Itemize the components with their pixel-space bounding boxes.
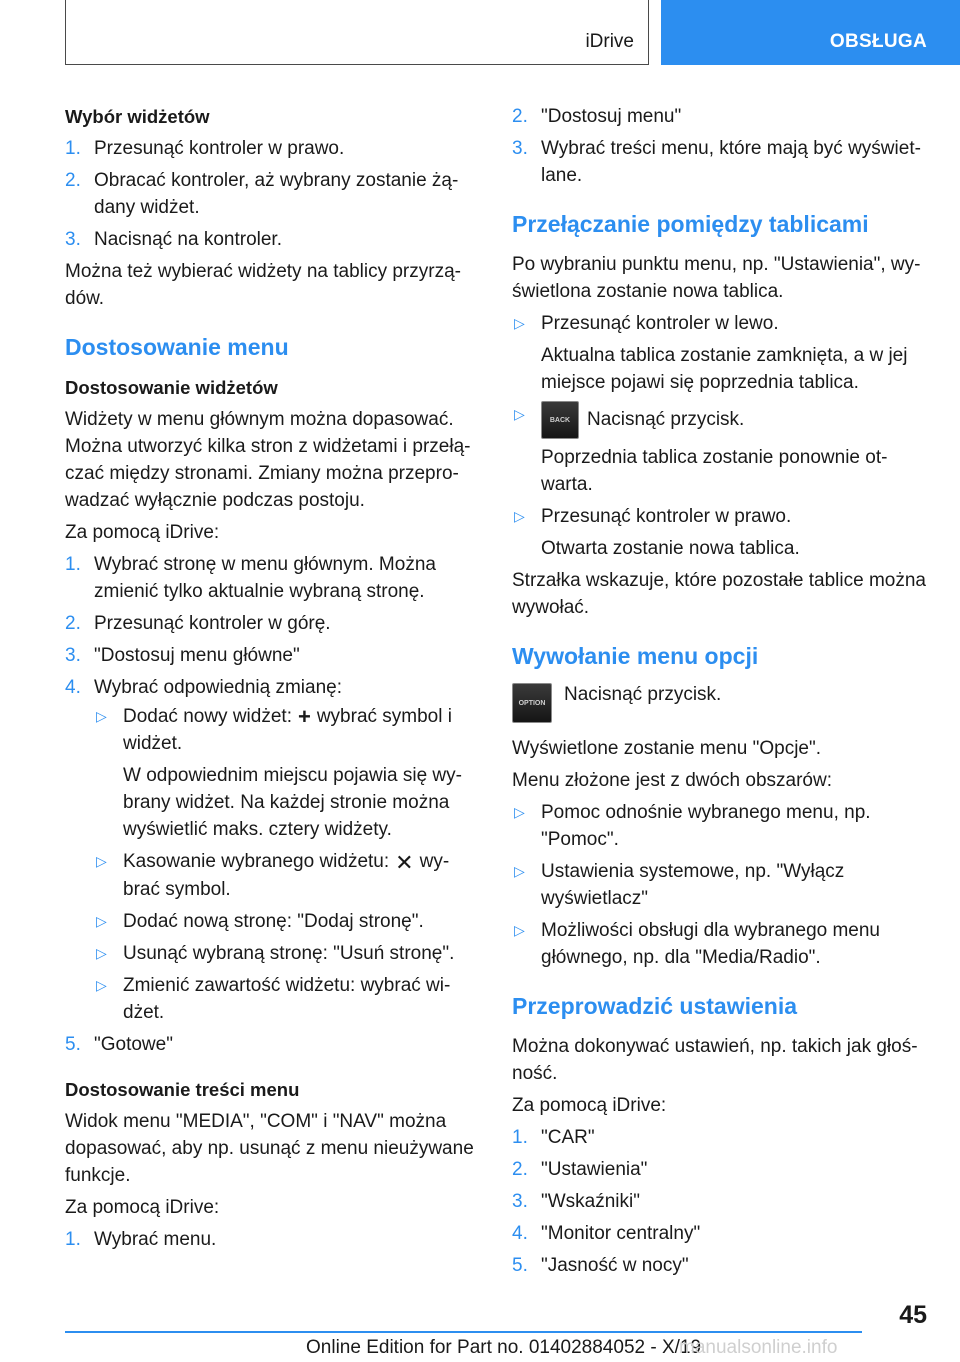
widgets-steps — [65, 551, 475, 1058]
header-section-title: iDrive — [585, 31, 634, 52]
list-item: 1. Przesunąć kontroler w prawo. — [65, 138, 345, 159]
list-item: ▷ Przesunąć kontroler w lewo. Aktualna tablica zostanie zamknięta, a w jej miejsce pojawi się poprzednia tablica. — [512, 310, 927, 396]
header-chapter-tab: OBSŁUGA — [661, 0, 960, 65]
list-item: ▷ Usunąć wybraną stronę: "Usuń stronę". — [94, 940, 475, 967]
left-column — [65, 103, 475, 1258]
list-item: ▷ BACK Nacisnąć przycisk. Poprzednia tablica zostanie ponownie ot-warta. — [512, 401, 927, 498]
opcje-bullets — [512, 799, 927, 971]
bullet-triangle-icon: ▷ — [514, 804, 525, 820]
paragraph: Za pomocą iDrive: — [65, 1196, 220, 1218]
paragraph: Menu złożone jest z dwóch obszarów: — [512, 770, 832, 791]
list-item: 2. "Ustawienia" — [512, 1159, 648, 1180]
list-item: 5. "Jasność w nocy" — [512, 1255, 689, 1276]
paragraph: Za pomocą iDrive: — [512, 1095, 667, 1116]
paragraph: Za pomocą iDrive: — [65, 522, 220, 543]
subheading-tresci: Dostosowanie treści menu — [65, 1078, 300, 1100]
back-button-icon: BACK — [541, 401, 579, 439]
bullet-triangle-icon: ▷ — [96, 976, 107, 993]
subheading-wybor: Wybór widżetów — [65, 106, 210, 127]
list-item: 5. "Gotowe" — [65, 1033, 173, 1055]
header-box — [65, 0, 649, 65]
section-heading-ustawienia: Przeprowadzić ustawienia — [512, 993, 798, 1019]
bullet-triangle-icon: ▷ — [96, 708, 107, 724]
bullet-triangle-icon: ▷ — [514, 922, 525, 938]
list-item: ▷ Przesunąć kontroler w prawo. Otwarta zostanie nowa tablica. — [512, 503, 927, 562]
przelaczanie-bullets — [512, 310, 927, 562]
section-heading-przelaczanie: Przełączanie pomiędzy tablicami — [512, 211, 869, 237]
list-item: 3. "Dostosuj menu główne" — [65, 645, 300, 666]
change-options — [94, 703, 475, 1026]
bullet-triangle-icon: ▷ — [96, 912, 107, 929]
list-item: ▷ Zmienić zawartość widżetu: wybrać wi-dżet. — [94, 972, 475, 1026]
subheading-widgets: Dostosowanie widżetów — [65, 377, 278, 398]
paragraph: Można dokonywać ustawień, np. takich jak głoś-ność. — [512, 1036, 918, 1084]
list-item: ▷ Kasowanie wybranego widżetu: ✕ wy-brać symbol. — [96, 849, 450, 900]
list-item: ▷ Dodać nową stronę: "Dodaj stronę". — [94, 908, 475, 935]
option-button-row: OPTION Nacisnąć przycisk. — [512, 683, 927, 723]
list-item: 2. "Dostosuj menu" — [512, 106, 682, 127]
footer-divider — [65, 1331, 862, 1333]
list-item: ▷ Pomoc odnośnie wybranego menu, np. "Pomoc". — [512, 799, 927, 853]
paragraph: Wyświetlone zostanie menu "Opcje". — [512, 738, 822, 759]
option-button-icon: OPTION — [512, 683, 552, 723]
bullet-triangle-icon: ▷ — [96, 944, 107, 961]
list-item: 2. Przesunąć kontroler w górę. — [65, 613, 331, 634]
list-item: 3. Nacisnąć na kontroler. — [65, 229, 282, 250]
section-heading-dostosowanie: Dostosowanie menu — [65, 334, 289, 360]
section-heading-opcje: Wywołanie menu opcji — [512, 643, 759, 669]
list-item: 3. "Wskaźniki" — [512, 1191, 640, 1212]
paragraph: Widok menu "MEDIA", "COM" i "NAV" można dopasować, aby np. usunąć z menu nieużywane funkcje. — [65, 1110, 474, 1186]
tresci-steps-continued — [512, 103, 927, 189]
wybor-steps — [65, 135, 475, 253]
list-item: 4. "Monitor centralny" — [512, 1223, 701, 1244]
page-number: 45 — [899, 1301, 927, 1329]
plus-icon: + — [297, 704, 311, 730]
list-item: 1. "CAR" — [512, 1127, 595, 1148]
footer-watermark: manualsonline.info — [679, 1337, 838, 1358]
tresci-steps — [65, 1226, 475, 1253]
list-item: ▷ Możliwości obsługi dla wybranego menu głównego, np. dla "Media/Radio". — [512, 917, 927, 971]
list-item: ▷ Ustawienia systemowe, np. "Wyłącz wyświetlacz" — [512, 858, 927, 912]
bullet-triangle-icon: ▷ — [514, 315, 525, 331]
paragraph: Widżety w menu głównym można dopasować. Można utworzyć kilka stron z widżetami i przełą-czać między stronami. Zmiany można przepro-wadzać wyłącznie podczas postoju. — [65, 409, 471, 511]
paragraph: Po wybraniu punktu menu, np. "Ustawienia", wy-świetlona zostanie nowa tablica. — [512, 254, 921, 302]
right-column — [512, 103, 927, 1284]
bullet-triangle-icon: ▷ — [514, 406, 525, 422]
paragraph: Strzałka wskazuje, które pozostałe tablice można wywołać. — [512, 570, 926, 618]
footer-edition: Online Edition for Part no. 01402884052 - X/19 — [306, 1337, 702, 1358]
list-item: 1. Wybrać menu. — [65, 1228, 217, 1250]
list-item: 3. Wybrać treści menu, które mają być wyświet-lane. — [512, 138, 921, 186]
paragraph: Można też wybierać widżety na tablicy przyrzą-dów. — [65, 261, 461, 309]
bullet-triangle-icon: ▷ — [514, 508, 525, 524]
ustawienia-steps — [512, 1124, 927, 1279]
list-item: 4. Wybrać odpowiednią zmianę: ▷ Dodać nowy widżet: + wybrać symbol i widżet. W odpowiednim miejscu pojawia się wy-brany widżet. Na każdej stronie można wyświetlić maks. cztery widżety. ▷ Kasowanie wybranego widżetu: ✕ wy-brać symbol. ▷ Dodać nową stronę: "Dodaj stronę". ▷ Usunąć wybraną stronę: "Usuń stronę". ▷ Zmienić zawartość widżetu: wybrać wi-dżet. — [65, 674, 475, 1026]
cross-icon: ✕ — [395, 849, 414, 875]
list-item: ▷ Dodać nowy widżet: + wybrać symbol i widżet. W odpowiednim miejscu pojawia się wy-brany widżet. Na każdej stronie można wyświetlić maks. cztery widżety. — [96, 704, 462, 841]
list-item: 1. Wybrać stronę w menu głównym. Można zmienić tylko aktualnie wybraną stronę. — [65, 554, 436, 602]
bullet-triangle-icon: ▷ — [96, 853, 107, 870]
bullet-triangle-icon: ▷ — [514, 863, 525, 879]
list-item: 2. Obracać kontroler, aż wybrany zostanie żą-dany widżet. — [65, 170, 459, 218]
